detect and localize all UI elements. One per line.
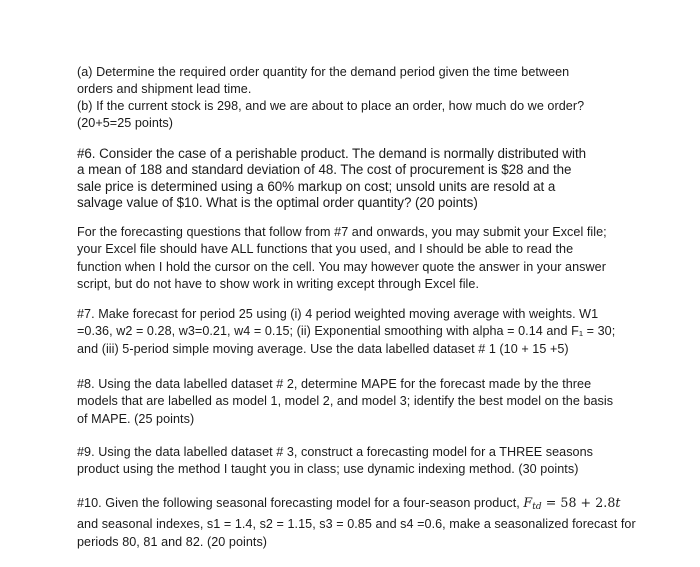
q9-line-1: #9. Using the data labelled dataset # 3, construct a forecasting model for a THREE seasons — [77, 445, 594, 459]
q8-line-1: #8. Using the data labelled dataset # 2, determine MAPE for the forecast made by the three — [77, 377, 592, 391]
instructions-line-3: function when I hold the cursor on the cell. You may however quote the answer in your answer — [77, 259, 606, 274]
part-a-line-1: (a) Determine the required order quantity for the demand period given the time between — [77, 65, 570, 79]
part-b-line-1: (b) If the current stock is 298, and we are about to place an order, how much do we order? — [77, 99, 585, 113]
q7-line-1: #7. Make forecast for period 25 using (i) 4 period weighted moving average with weights. W1 — [77, 307, 599, 321]
instructions-line-4: script, but do not have to show work in writing except through Excel file. — [77, 276, 480, 291]
formula-t: t — [615, 495, 621, 510]
instructions-line-2: your Excel file should have ALL functions that you used, and I should be able to read the — [77, 242, 574, 257]
formula-rhs: = 58 + 2.8 — [541, 495, 616, 510]
q10-formula — [523, 495, 620, 510]
question-10 — [77, 494, 637, 551]
q8-line-3: of MAPE. (25 points) — [77, 411, 195, 426]
q6-line-1: #6. Consider the case of a perishable product. The demand is normally distributed with — [77, 146, 587, 161]
formula-subscript: td — [532, 502, 542, 512]
q6-line-2: a mean of 188 and standard deviation of 48. The cost of procurement is $28 and the — [77, 162, 572, 178]
q10-line-1 — [77, 494, 637, 516]
q10-line-2: and seasonal indexes, s1 = 1.4, s2 = 1.15, s3 = 0.85 and s4 =0.6, make a seasonalized forecast for — [77, 517, 636, 532]
part-b-line-2: (20+5=25 points) — [77, 116, 174, 131]
q10-line-1-text: #10. Given the following seasonal forecasting model for a four-season product, — [77, 496, 524, 510]
forecasting-instructions — [77, 224, 637, 293]
q10-line-3: periods 80, 81 and 82. (20 points) — [77, 534, 268, 549]
part-a-line-2: orders and shipment lead time. — [77, 82, 252, 97]
question-6 — [77, 146, 637, 212]
question-7 — [77, 306, 637, 358]
q6-line-4: salvage value of $10. What is the optimal order quantity? (20 points) — [77, 195, 478, 211]
formula-variable: F — [523, 495, 533, 510]
question-part-b — [77, 98, 637, 133]
question-part-a — [77, 64, 637, 99]
q9-line-2: product using the method I taught you in class; use dynamic indexing method. (30 points) — [77, 462, 579, 477]
question-8 — [77, 376, 637, 428]
q6-line-3: sale price is determined using a 60% markup on cost; unsold units are resold at a — [77, 178, 556, 194]
q7-line-2: =0.36, w2 = 0.28, w3=0.21, w4 = 0.15; (ii) Exponential smoothing with alpha = 0.14 and F₁ = 30; — [77, 324, 616, 339]
instructions-line-1: For the forecasting questions that follow from #7 and onwards, you may submit your Excel file; — [77, 225, 607, 239]
q8-line-2: models that are labelled as model 1, model 2, and model 3; identify the best model on the basis — [77, 394, 614, 409]
q7-line-3: and (iii) 5-period simple moving average. Use the data labelled dataset # 1 (10 + 15 +5) — [77, 341, 569, 356]
question-9 — [77, 444, 637, 479]
